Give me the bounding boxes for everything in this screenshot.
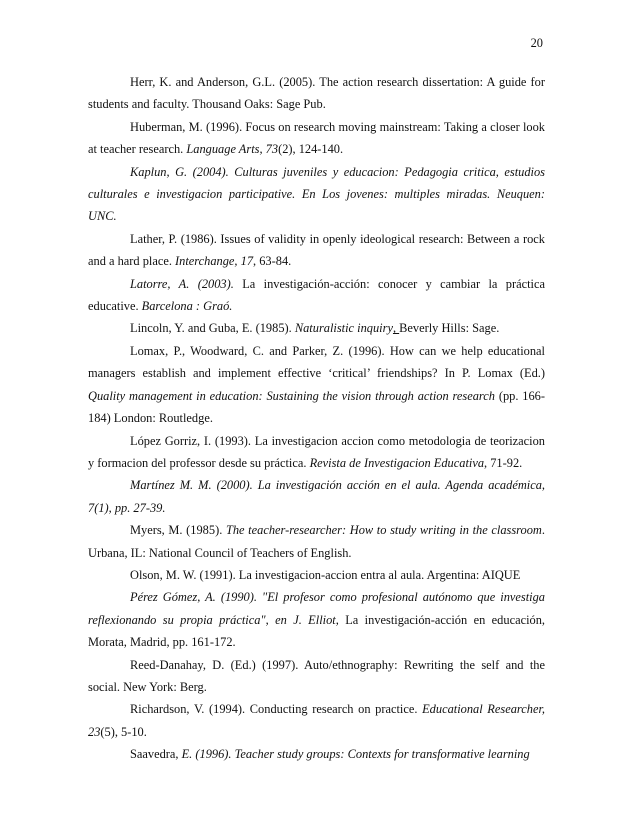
- reference-text: Latorre, A. (2003).: [130, 276, 234, 291]
- reference-text: Pérez Gómez, A. (1990). "El profesor como profesional autónomo que investiga reflexionando su propia práctica", en J. Elliot,: [88, 590, 545, 627]
- reference-entry: [88, 586, 545, 653]
- reference-text: Lather, P. (1986). Issues of validity in openly ideological research: Between a rock and a hard place.: [88, 231, 545, 269]
- reference-entry: [88, 474, 545, 519]
- reference-list: [88, 71, 545, 766]
- reference-text: Myers, M. (1985).: [130, 523, 226, 538]
- reference-text: Educational Researcher, 23: [88, 702, 545, 739]
- reference-text: Beverly Hills: Sage.: [399, 321, 500, 336]
- reference-entry: [88, 654, 545, 699]
- reference-text: Lincoln, Y. and Guba, E. (1985).: [130, 321, 295, 336]
- reference-text: La investigación-acción en educación, Morata, Madrid, pp. 161-172.: [88, 612, 545, 650]
- reference-text: , 71-92.: [484, 455, 523, 470]
- reference-entry: [88, 564, 545, 586]
- reference-entry: [88, 519, 545, 564]
- reference-text: (5), 5-10.: [100, 724, 147, 739]
- reference-text: Kaplun, G. (2004). Culturas juveniles y educacion: Pedagogia critica, estudios culturales e investigacion participative. En Los jovenes: multiples miradas. Neuquen: UNC.: [88, 164, 545, 224]
- reference-entry: [88, 161, 545, 228]
- reference-text: Revista de Investigacion Educativa: [309, 455, 485, 470]
- reference-text: Olson, M. W. (1991). La investigacion-accion entra al aula. Argentina: AIQUE: [130, 567, 521, 582]
- reference-text: Naturalistic inquiry: [294, 321, 393, 336]
- page-number: 20: [530, 36, 543, 50]
- reference-entry: [88, 698, 545, 743]
- reference-text: E. (1996). Teacher study groups: Contexts for transformative learning: [181, 747, 530, 762]
- reference-text: The teacher-researcher: How to study writing in the classroom: [225, 523, 542, 538]
- reference-entry: [88, 340, 545, 430]
- reference-text: Barcelona : Graó.: [141, 299, 233, 314]
- reference-entry: [88, 430, 545, 475]
- reference-text: Language Arts, 73: [186, 142, 279, 157]
- reference-entry: [88, 116, 545, 161]
- reference-entry: [88, 228, 545, 273]
- reference-text: . Urbana, IL: National Council of Teachers of English.: [88, 523, 545, 560]
- reference-entry: [88, 273, 545, 318]
- reference-text: , 63-84.: [253, 254, 292, 269]
- reference-text: Interchange, 17: [175, 254, 254, 269]
- reference-text: Martínez M. M. (2000). La investigación acción en el aula. Agenda académica, 7(1), pp. 27-39.: [88, 478, 545, 515]
- reference-text: Quality management in education: Sustaining the vision through action research: [88, 388, 495, 403]
- reference-text: ,: [392, 321, 400, 336]
- reference-text: (2), 124-140.: [278, 142, 344, 157]
- reference-text: Herr, K. and Anderson, G.L. (2005). The action research dissertation: A guide for students and faculty. Thousand Oaks: Sage Pub.: [88, 75, 545, 112]
- reference-entry: [88, 317, 545, 339]
- reference-entry: [88, 743, 545, 765]
- reference-text: La investigación-acción: conocer y cambiar la práctica educative.: [88, 276, 545, 314]
- reference-text: (pp. 166-184) London: Routledge.: [88, 388, 545, 426]
- reference-text: Lomax, P., Woodward, C. and Parker, Z. (1996). How can we help educational managers establish and implement effective ‘critical’ friendships? In P. Lomax (Ed.): [88, 343, 545, 381]
- reference-text: Reed-Danahay, D. (Ed.) (1997). Auto/ethnography: Rewriting the self and the social. New York: Berg.: [88, 657, 545, 694]
- reference-entry: [88, 71, 545, 116]
- reference-text: Huberman, M. (1996). Focus on research moving mainstream: Taking a closer look at teacher research.: [88, 119, 545, 157]
- reference-text: López Gorriz, I. (1993). La investigacion accion como metodologia de teorizacion y formacion del professor desde su práctica.: [88, 433, 545, 470]
- reference-text: Richardson, V. (1994). Conducting research on practice.: [130, 702, 423, 717]
- reference-text: Saavedra,: [130, 747, 182, 762]
